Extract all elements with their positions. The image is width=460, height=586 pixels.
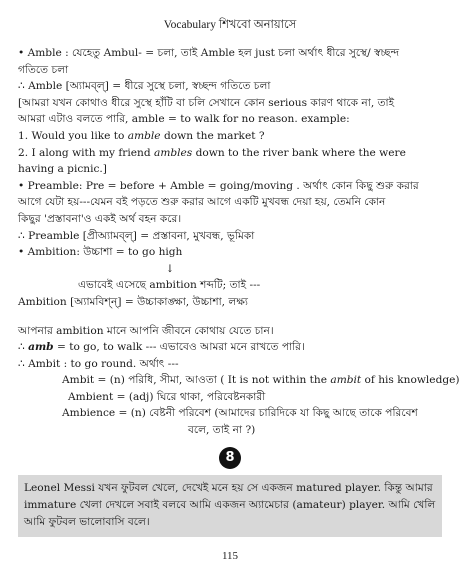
running-header: Vocabulary শিখবো অনায়াসে — [163, 19, 297, 31]
text-span: down to the river bank where the were — [192, 146, 406, 159]
italic-word: ambles — [154, 146, 193, 159]
text-span: Ambit = (n) পরিধি, সীমা, আওতা ( It is not within the — [62, 374, 331, 387]
text-line: [আমরা যখন কোথাও ধীরে সুস্থে হাঁটি বা চলি সেখানে কোন serious কারণ থাকে না, তাই — [18, 96, 395, 109]
text-span: of his knowledge) — [361, 374, 460, 387]
spacer — [18, 311, 442, 323]
text-line: Ambient = (adj) ঘিরে থাকা, পরিবেষ্টনকারী — [68, 390, 266, 403]
text-line: ∴ Preamble [প্রীঅ্যামব্‌ল্‌] = প্রস্তাবনা, মুখবন্ধ, ভূমিকা — [18, 229, 255, 242]
section-number-badge: 8 — [219, 447, 241, 469]
italic-word: amble — [127, 129, 161, 142]
text-span: ∴ — [18, 341, 29, 354]
page-number: 115 — [221, 550, 239, 562]
text-line: Ambience = (n) বেষ্টনী পরিবেশ (আমাদের চারিদিকে যা কিছু আছে তাকে পরিবেশ — [62, 407, 418, 420]
example-line — [18, 145, 442, 162]
text-line: কিছুর 'প্রস্তাবনা'ও একই অর্থ বহন করে। — [18, 212, 182, 225]
text-span: down the market ? — [160, 129, 265, 142]
text-line: Ambition [অ্যামবিশ্‌ন্‌] = উচ্চাকাঙ্ক্ষা, উচ্চাশা, লক্ষ্য — [18, 295, 248, 308]
italic-word: ambit — [330, 374, 362, 387]
text-line: • Ambition: উচ্চাশা = to go high — [18, 246, 183, 259]
example-line — [18, 128, 442, 145]
text-line: বলে, তাই না ?) — [188, 424, 256, 437]
text-line: ∴ Amble [অ্যামব্‌ল্‌] = ধীরে সুস্থে চলা, স্বচ্ছন্দ গতিতে চলা — [18, 80, 271, 93]
text-span: = to go, to walk --- এভাবেও আমরা মনে রাখতে পারি। — [53, 341, 305, 354]
text-line: • Amble : যেহেতু Ambul- = চলা, তাই Amble হল just চলা অর্থাৎ ধীরে সুস্থে/ স্বচ্ছন্দ — [18, 47, 400, 59]
text-line — [18, 339, 442, 356]
text-span: 1. Would you like to — [18, 129, 128, 142]
text-line: আগে যেটা হয়---যেমন বই পড়তে শুরু করার আগে একটি মুখবন্ধ দেয়া হয়, তেমনি কোন — [18, 196, 386, 209]
text-span: 2. I along with my friend — [18, 146, 154, 159]
shaded-paragraph: Leonel Messi যখন ফুটবল খেলে, দেখেই মনে হয় সে একজন matured player. কিন্তু আমার immature খেলা দেখলে সবাই বলবে আমি একজন অ্যামেচার (amateur) player. আমি খেলি আমি ফুটবল ভালোবাসি বলে। — [18, 475, 442, 537]
text-line: • Preamble: Pre = before + Amble = going/moving . অর্থাৎ কোন কিছু শুরু করার — [18, 179, 419, 192]
text-line: গতিতে চলা — [18, 63, 69, 76]
down-arrow-icon: ↓ — [165, 262, 175, 275]
text-line: ∴ Ambit : to go round. অর্থাৎ --- — [18, 357, 179, 370]
text-line: having a picnic.] — [18, 163, 107, 176]
text-line: এভাবেই এসেছে ambition শব্দটি; তাই --- — [78, 279, 261, 292]
bold-italic-word: amb — [28, 341, 54, 354]
text-line — [18, 372, 460, 389]
text-line: আমরা এটাও বলতে পারি, amble = to walk for no reason. example: — [18, 113, 350, 126]
text-line: আপনার ambition মানে আপনি জীবনে কোথায় যেতে চান। — [18, 324, 274, 337]
